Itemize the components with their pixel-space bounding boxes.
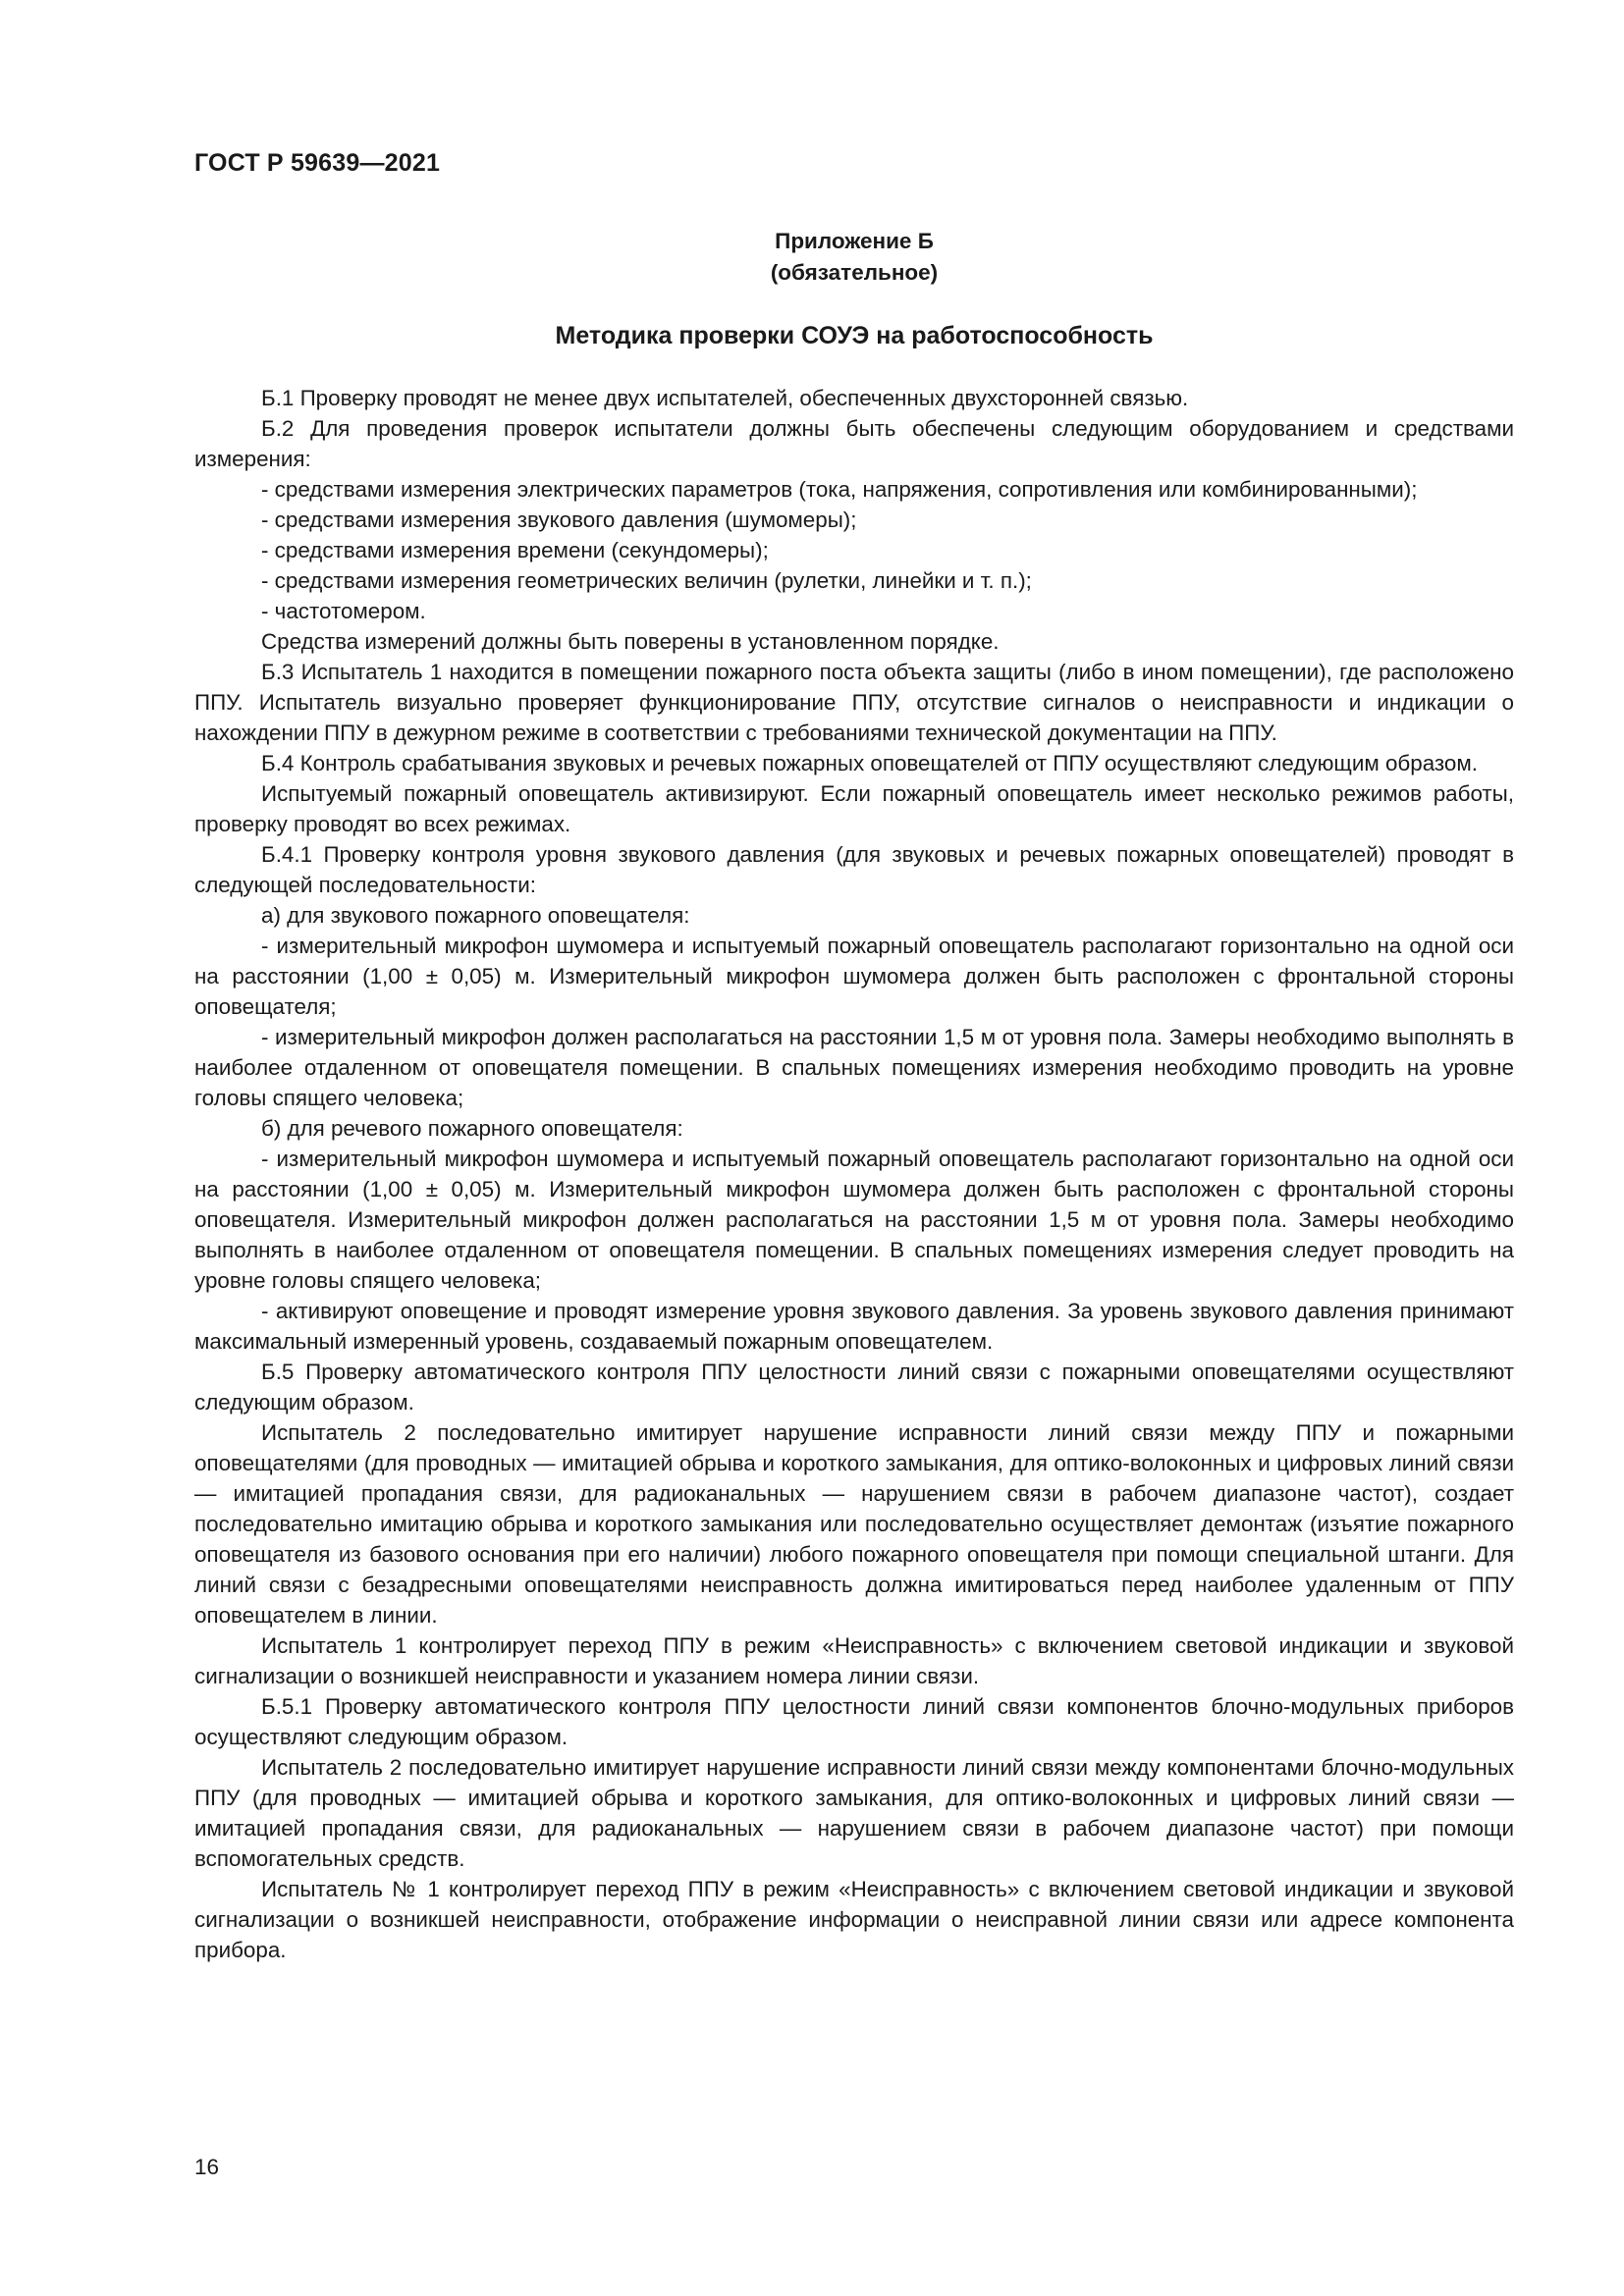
section-title: Методика проверки СОУЭ на работоспособность <box>555 322 1154 349</box>
appendix-status: (обязательное) <box>770 260 939 285</box>
list-item: - измерительный микрофон должен располагаться на расстоянии 1,5 м от уровня пола. Замеры необходимо выполнять в наиболее отдаленном от оповещателя помещении. В спальных помещениях измерения необходимо проводить на уровне головы спящего человека; <box>194 1025 1514 1110</box>
list-item: - средствами измерения геометрических величин (рулетки, линейки и т. п.); <box>261 568 1032 593</box>
paragraph-b4: Б.4 Контроль срабатывания звуковых и речевых пожарных оповещателей от ППУ осуществляют следующим образом. <box>261 751 1478 775</box>
list-item: - частотомером. <box>261 599 426 623</box>
paragraph: Испытатель 1 контролирует переход ППУ в режим «Неисправность» с включением световой индикации и звуковой сигнализации о возникшей неисправности и указанием номера линии связи. <box>194 1633 1514 1688</box>
paragraph: Испытатель № 1 контролирует переход ППУ в режим «Неисправность» с включением световой индикации и звуковой сигнализации о возникшей неисправности, отображение информации о неисправной линии связи или адресе компонента прибора. <box>194 1877 1514 1962</box>
paragraph: Испытатель 2 последовательно имитирует нарушение исправности линий связи между ППУ и пожарными оповещателями (для проводных — имитацией обрыва и короткого замыкания, для оптико-волоконных и цифровых линий связи — имитацией пропадания связи, для радиоканальных — нарушением связи в рабочем диапазоне частот), создает последовательно имитацию обрыва и короткого замыкания или последовательно осуществляет демонтаж (изъятие пожарного оповещателя из базового основания при его наличии) любого пожарного оповещателя при помощи специальной штанги. Для линий связи с безадресными оповещателями неисправность должна имитироваться перед наиболее удаленным от ППУ оповещателем в линии. <box>194 1420 1514 1628</box>
page-number: 16 <box>194 2155 220 2179</box>
paragraph: Испытатель 2 последовательно имитирует нарушение исправности линий связи между компонентами блочно-модульных ППУ (для проводных — имитацией обрыва и короткого замыкания, для оптико-волоконных и цифровых линий связи — имитацией пропадания связи, для радиоканальных — нарушением связи в рабочем диапазоне частот) при помощи вспомогательных средств. <box>194 1755 1514 1871</box>
paragraph-b3: Б.3 Испытатель 1 находится в помещении пожарного поста объекта защиты (либо в ином помещении), где расположено ППУ. Испытатель визуально проверяет функционирование ППУ, отсутствие сигналов о неисправности и индикации о нахождении ППУ в дежурном режиме в соответствии с требованиями технической документации на ППУ. <box>194 660 1514 745</box>
standard-code: ГОСТ Р 59639—2021 <box>194 149 441 177</box>
list-item: - средствами измерения времени (секундомеры); <box>261 538 769 562</box>
paragraph-b4-1: Б.4.1 Проверку контроля уровня звукового давления (для звуковых и речевых пожарных оповещателей) проводят в следующей последовательности: <box>194 842 1514 897</box>
list-item: б) для речевого пожарного оповещателя: <box>261 1116 683 1141</box>
list-item: - измерительный микрофон шумомера и испытуемый пожарный оповещатель располагают горизонтально на одной оси на расстоянии (1,00 ± 0,05) м. Измерительный микрофон шумомера должен быть расположен с фронтальной стороны оповещателя; <box>194 934 1514 1019</box>
paragraph-b2: Б.2 Для проведения проверок испытатели должны быть обеспечены следующим оборудованием и средствами измерения: <box>194 416 1514 471</box>
list-item: - измерительный микрофон шумомера и испытуемый пожарный оповещатель располагают горизонтально на одной оси на расстоянии (1,00 ± 0,05) м. Измерительный микрофон шумомера должен быть расположен с фронтальной стороны оповещателя. Измерительный микрофон должен располагаться на расстоянии 1,5 м от уровня пола. Замеры необходимо выполнять в наиболее отдаленном от оповещателя помещении. В спальных помещениях измерения следует проводить на уровне головы спящего человека; <box>194 1147 1514 1293</box>
list-item: - средствами измерения звукового давления (шумомеры); <box>261 507 857 532</box>
paragraph: Средства измерений должны быть поверены в установленном порядке. <box>261 629 1000 654</box>
paragraph-b5-1: Б.5.1 Проверку автоматического контроля ППУ целостности линий связи компонентов блочно-модульных приборов осуществляют следующим образом. <box>194 1694 1514 1749</box>
list-item: - активируют оповещение и проводят измерение уровня звукового давления. За уровень звукового давления принимают максимальный измеренный уровень, создаваемый пожарным оповещателем. <box>194 1299 1514 1354</box>
appendix-title: Приложение Б <box>775 229 934 253</box>
paragraph-b5: Б.5 Проверку автоматического контроля ППУ целостности линий связи с пожарными оповещателями осуществляют следующим образом. <box>194 1360 1514 1415</box>
paragraph: Испытуемый пожарный оповещатель активизируют. Если пожарный оповещатель имеет несколько режимов работы, проверку проводят во всех режимах. <box>194 781 1514 836</box>
document-body <box>194 383 1514 1965</box>
list-item: - средствами измерения электрических параметров (тока, напряжения, сопротивления или комбинированными); <box>261 477 1418 502</box>
list-item: а) для звукового пожарного оповещателя: <box>261 903 690 928</box>
paragraph-b1: Б.1 Проверку проводят не менее двух испытателей, обеспеченных двухсторонней связью. <box>261 386 1189 410</box>
